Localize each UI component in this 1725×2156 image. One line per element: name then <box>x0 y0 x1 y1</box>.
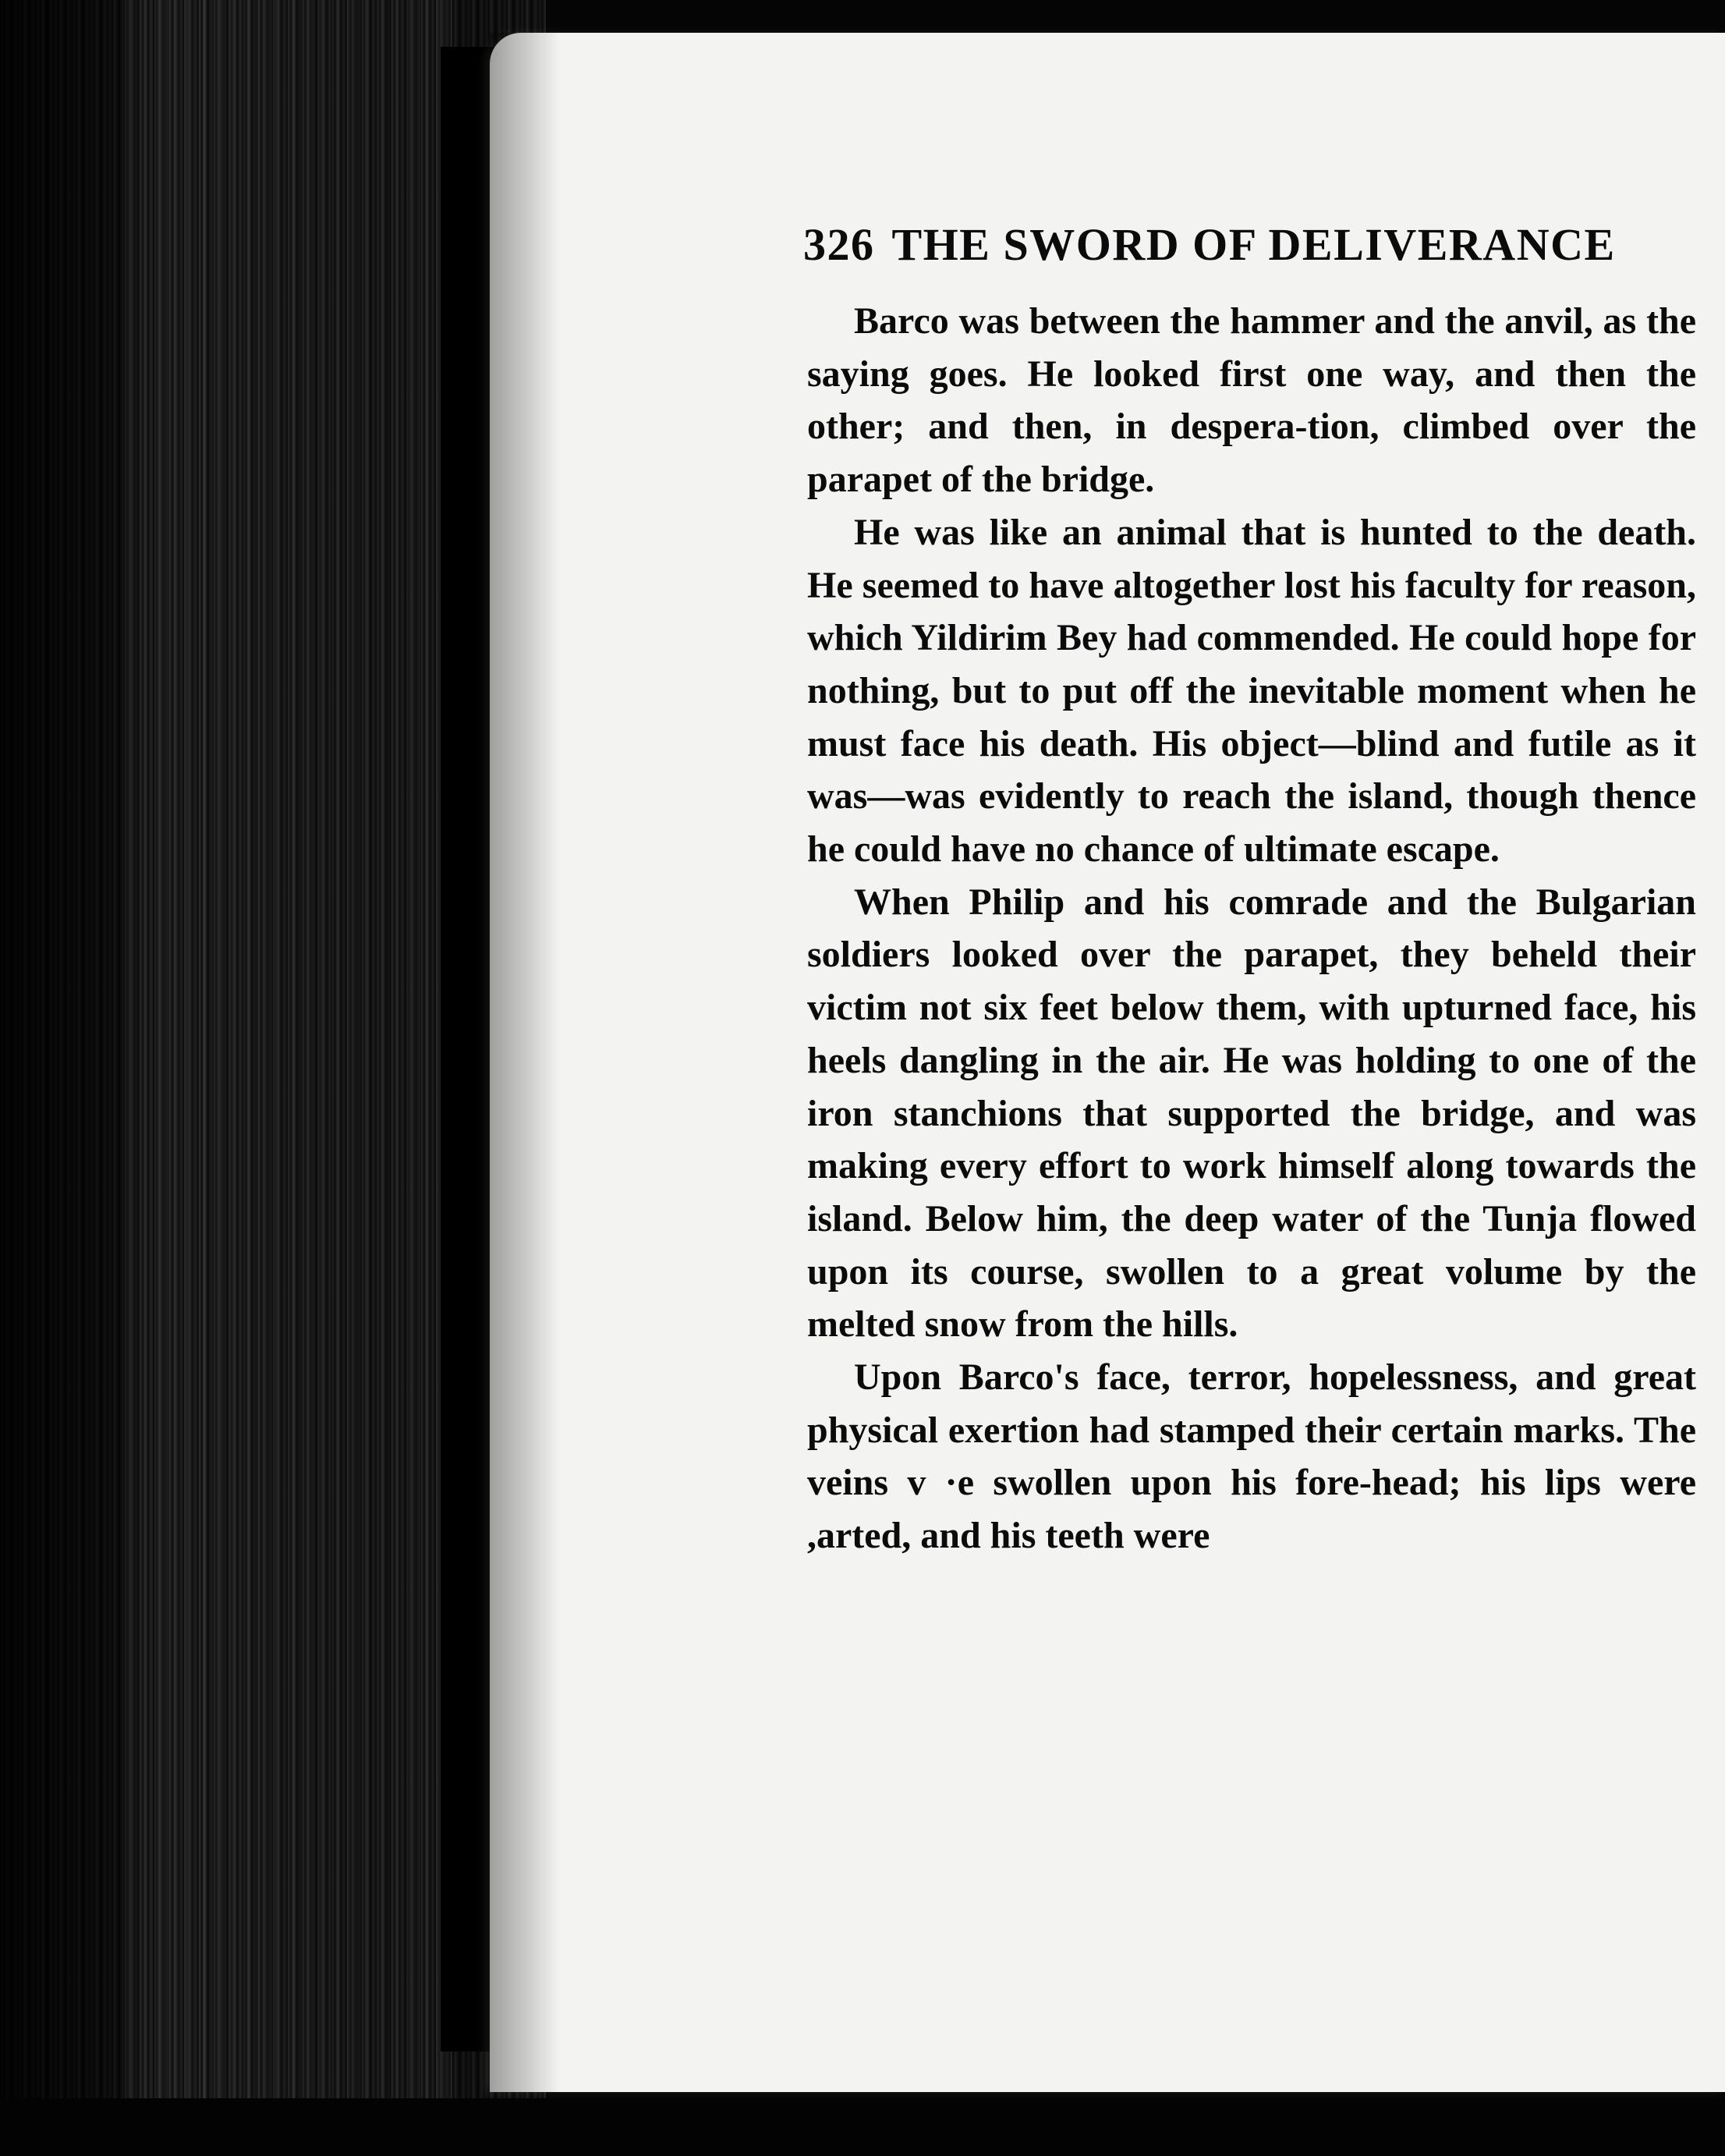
bottom-edge <box>0 2098 1725 2156</box>
body-text <box>807 295 1696 1562</box>
paragraph-1: Barco was between the hammer and the anvil, as the saying goes. He looked first one way, and then the other; and then, in despera-tion, climbed over the parapet of the bridge. <box>807 300 1696 501</box>
paragraph-2: He was like an animal that is hunted to the death. He seemed to have altogether lost his faculty for reason, which Yildirim Bey had commended. He could hope for nothing, but to put off the inevitable moment when he must face his death. His object—blind and futile as it was—was evidently to reach the island, though thence he could have no chance of ultimate escape. <box>807 511 1696 871</box>
page-number: 326 <box>803 219 875 270</box>
paragraph-4: Upon Barco's face, terror, hopelessness, and great physical exertion had stamped their certain marks. The veins v ·e swollen upon his fore-head; his lips were ,arted, and his teeth were <box>807 1356 1696 1557</box>
book-title: THE SWORD OF DELIVERANCE <box>891 219 1616 270</box>
running-head <box>803 218 1692 271</box>
paragraph-3: When Philip and his comrade and the Bulgarian soldiers looked over the parapet, they beheld their victim not six feet below them, with upturned face, his heels dangling in the air. He was holding to one of the iron stanchions that supported the bridge, and was making every effort to work himself along towards the island. Below him, the deep water of the Tunja flowed upon its course, swollen to a great volume by the melted snow from the hills. <box>807 881 1696 1346</box>
